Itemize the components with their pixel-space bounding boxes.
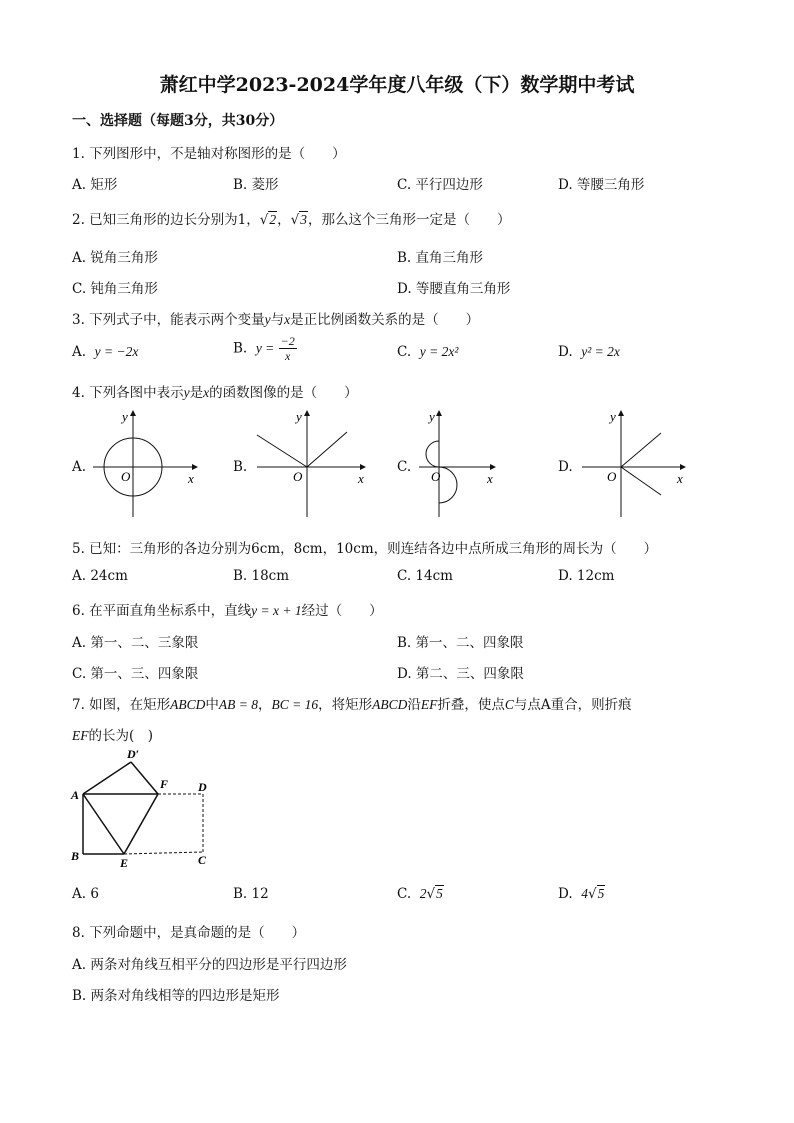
- q7-ef-2: EF: [72, 728, 89, 743]
- y-axis-label: y: [122, 409, 128, 424]
- q7-option-a: A. 6: [72, 886, 99, 902]
- q7-option-b: B. 12: [233, 886, 269, 902]
- y-axis-arrow-icon: [130, 410, 136, 416]
- q6-expr: y = x + 1: [251, 603, 302, 618]
- q1-option-a: A. 矩形: [72, 177, 118, 193]
- side-ec-dashed: [124, 852, 203, 854]
- segment-ae: [83, 794, 124, 854]
- q4-stem-pre: 4. 下列各图中表示: [72, 385, 184, 401]
- q7-c-radicand: 5: [436, 886, 443, 901]
- q4-stem-post: 的函数图像的是（ ）: [209, 385, 358, 401]
- q5-stem: 5. 已知：三角形的各边分别为6cm，8cm，10cm，则连结各边中点所成三角形的周长为（ ）: [72, 541, 658, 557]
- x-axis-label: x: [677, 471, 683, 486]
- q4-graph-d: [577, 405, 692, 520]
- q1-option-b: B. 菱形: [233, 177, 279, 193]
- label-c: C: [198, 853, 207, 867]
- x-axis-label: x: [358, 471, 364, 486]
- lower-semicircle: [439, 467, 457, 503]
- label-d: D: [198, 780, 207, 794]
- label-d-prime: D′: [127, 747, 140, 761]
- q7-figure: [68, 744, 218, 869]
- upper-semicircle: [426, 441, 439, 467]
- q7-text-g: 与点A重合，则折痕: [513, 697, 632, 713]
- q4-stem-mid: 是: [189, 385, 204, 401]
- q3-c-label: C.: [397, 344, 412, 360]
- x-axis-arrow-icon: [192, 464, 198, 470]
- q3-option-c: [397, 344, 458, 360]
- q7-stem-line2: [72, 724, 153, 744]
- q3-option-a: [72, 344, 138, 360]
- y-axis-arrow-icon: [304, 410, 310, 416]
- y-axis-label: y: [296, 409, 302, 424]
- q5-option-a: A. 24cm: [72, 568, 128, 584]
- x-axis-arrow-icon: [360, 464, 366, 470]
- q1-stem: 1. 下列图形中，不是轴对称图形的是（ ）: [72, 146, 346, 162]
- q7-point-c: C: [504, 697, 514, 712]
- q7-d-coef: 4: [581, 886, 588, 901]
- q7-d-sqrt: √5: [587, 886, 605, 902]
- q2-option-c: C. 钝角三角形: [72, 281, 158, 297]
- x-axis-arrow-icon: [680, 464, 686, 470]
- q5-option-c: C. 14cm: [397, 568, 453, 584]
- label-e: E: [120, 856, 129, 869]
- q4-option-c: C.: [397, 459, 412, 475]
- q6-stem: [72, 599, 383, 619]
- q5-option-d: D. 12cm: [558, 568, 615, 584]
- q7-abcd-2: ABCD: [372, 697, 408, 712]
- q8-option-b: B. 两条对角线相等的四边形是矩形: [72, 988, 280, 1004]
- q3-b-denominator: x: [284, 349, 291, 363]
- q7-option-c: [397, 886, 444, 902]
- q3-b-numerator: −2: [280, 334, 295, 348]
- q6-option-b: B. 第一、二、四象限: [397, 635, 524, 651]
- page-title: 萧红中学2023-2024学年度八年级（下）数学期中考试: [159, 74, 635, 96]
- q6-option-a: A. 第一、二、三象限: [72, 635, 199, 651]
- q6-stem-post: 经过（ ）: [301, 603, 383, 619]
- origin-label: O: [293, 469, 303, 484]
- q7-c-sqrt: √5: [426, 886, 443, 902]
- q3-option-b: [233, 334, 297, 363]
- q2-stem-pre: 2. 已知三角形的边长分别为1，: [72, 212, 260, 228]
- q2-stem: [72, 208, 510, 228]
- q7-text-line2: 的长为( ): [88, 728, 154, 744]
- origin-label: O: [121, 469, 131, 484]
- q7-text-c: ，: [258, 697, 272, 713]
- q7-text-a: 7. 如图，在矩形: [72, 697, 171, 713]
- q6-option-d: D. 第二、三、四象限: [397, 666, 524, 682]
- q4-option-d: D.: [558, 459, 573, 475]
- q2-option-a: A. 锐角三角形: [72, 250, 158, 266]
- q7-stem-line1: [72, 693, 632, 713]
- label-f: F: [160, 777, 169, 791]
- q1-option-c: C. 平行四边形: [397, 177, 483, 193]
- origin-label: O: [431, 469, 441, 484]
- side-dprime-f: [131, 762, 158, 794]
- q7-c-label: C.: [397, 886, 412, 902]
- left-ray: [257, 435, 307, 467]
- q3-d-label: D.: [558, 344, 573, 360]
- q3-b-label: B.: [233, 340, 248, 357]
- y-axis-arrow-icon: [436, 410, 442, 416]
- q3-d-expr: y² = 2x: [581, 344, 620, 359]
- lower-ray: [621, 467, 661, 495]
- q7-option-d: [558, 886, 605, 902]
- q4-option-a: A.: [72, 459, 87, 475]
- q2-sep: ，: [277, 212, 291, 228]
- q6-stem-pre: 6. 在平面直角坐标系中，直线: [72, 603, 252, 619]
- label-b: B: [71, 849, 80, 863]
- y-axis-arrow-icon: [618, 410, 624, 416]
- q5-option-b: B. 18cm: [233, 568, 290, 584]
- right-ray: [307, 432, 347, 467]
- q4-graph-c: [414, 405, 504, 520]
- q2-sqrt2: √2: [259, 212, 277, 228]
- q7-text-f: 折叠，使点: [437, 697, 505, 713]
- q8-stem: 8. 下列命题中，是真命题的是（ ）: [72, 925, 306, 941]
- q3-stem: [72, 308, 479, 328]
- q2-option-b: B. 直角三角形: [397, 250, 484, 266]
- q4-graph-a: [88, 405, 203, 520]
- q2-sqrt3: √3: [290, 212, 307, 228]
- q2-stem-post: ，那么这个三角形一定是（ ）: [307, 212, 511, 228]
- q7-d-label: D.: [558, 886, 573, 902]
- x-axis-label: x: [188, 471, 194, 486]
- x-axis-label: x: [487, 471, 493, 486]
- q4-stem: [72, 381, 358, 401]
- q3-stem-pre: 3. 下列式子中，能表示两个变量: [72, 312, 265, 328]
- q3-var-x: x: [284, 312, 291, 327]
- q3-option-d: [558, 344, 620, 360]
- q3-c-expr: y = 2x²: [419, 344, 459, 359]
- q8-option-a: A. 两条对角线互相平分的四边形是平行四边形: [72, 957, 347, 973]
- y-axis-label: y: [429, 409, 435, 424]
- q3-b-fraction: [279, 334, 297, 363]
- fold-ef: [124, 794, 158, 854]
- q3-b-lhs: y =: [255, 340, 275, 356]
- q3-a-label: A.: [72, 344, 87, 360]
- q7-ef: EF: [420, 697, 438, 712]
- y-axis-label: y: [610, 409, 616, 424]
- upper-ray: [621, 433, 661, 467]
- q3-stem-post: 是正比例函数关系的是（ ）: [290, 312, 480, 328]
- q7-d-radicand: 5: [597, 886, 605, 901]
- q7-text-b: 中: [205, 697, 219, 713]
- side-ad-prime: [83, 762, 131, 794]
- label-a: A: [71, 788, 80, 802]
- section-heading: 一、选择题（每题3分，共30分）: [72, 113, 284, 129]
- q7-text-d: ，将矩形: [318, 697, 373, 713]
- x-axis-arrow-icon: [490, 464, 496, 470]
- q2-option-d: D. 等腰直角三角形: [397, 281, 511, 297]
- q4-graph-b: [252, 405, 372, 520]
- q6-option-c: C. 第一、三、四象限: [72, 666, 199, 682]
- q7-text-e: 沿: [407, 697, 421, 713]
- q4-option-b: B.: [233, 459, 248, 475]
- q7-c-coef: 2: [419, 886, 427, 901]
- q4-var-x: x: [203, 385, 210, 400]
- q3-var-y: y: [264, 312, 271, 327]
- q2-radicand-3: 3: [300, 212, 307, 227]
- q7-abcd: ABCD: [170, 697, 206, 712]
- q1-option-d: D. 等腰三角形: [558, 177, 645, 193]
- q7-ab: AB = 8: [218, 697, 259, 712]
- origin-label: O: [607, 469, 617, 484]
- q3-stem-mid: 与: [270, 312, 285, 328]
- q4-var-y: y: [183, 385, 190, 400]
- q7-bc: BC = 16: [271, 697, 319, 712]
- q3-a-expr: y = −2x: [94, 344, 139, 359]
- q2-radicand-2: 2: [269, 212, 277, 227]
